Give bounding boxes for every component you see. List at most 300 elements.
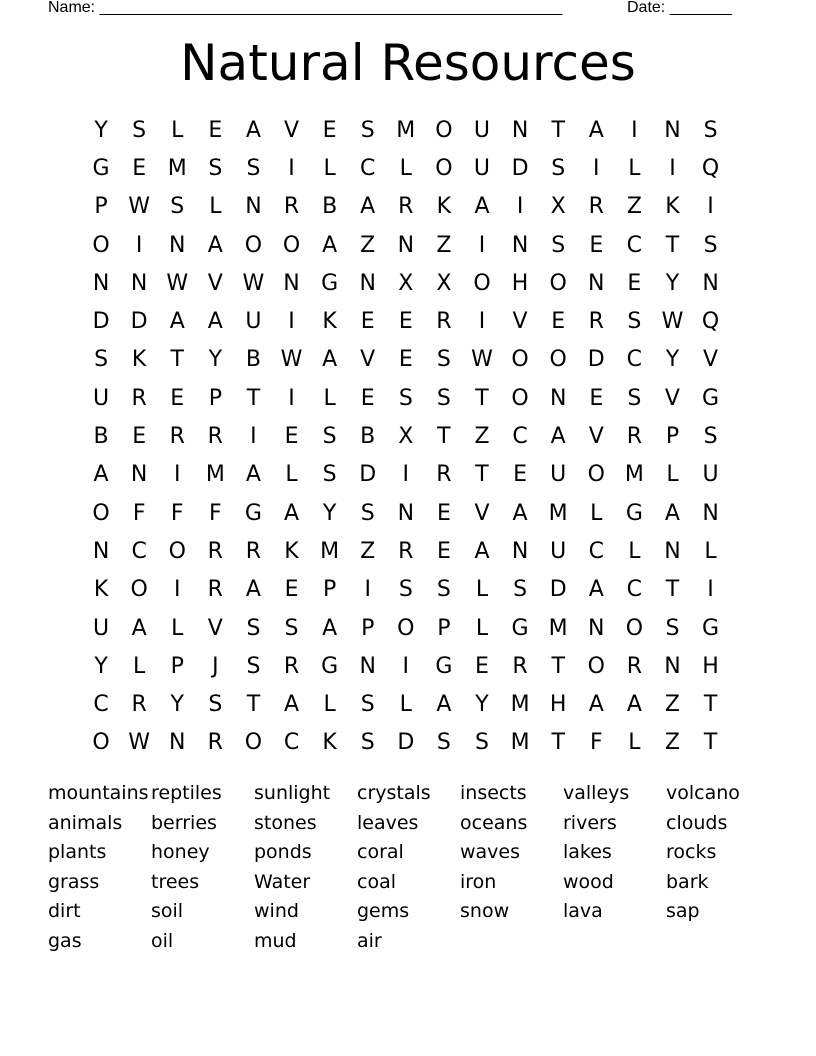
word-list-item: snow (460, 900, 510, 923)
grid-letter: P (208, 385, 222, 411)
grid-letter: D (549, 577, 567, 603)
grid-letter: E (208, 117, 223, 143)
grid-letter: M (396, 117, 416, 143)
grid-letter: S (703, 117, 718, 143)
grid-letter: H (511, 270, 529, 296)
grid-letter: Y (665, 270, 680, 296)
grid-letter: U (92, 615, 110, 641)
word-list-item: rivers (563, 811, 617, 834)
grid-letter: T (475, 462, 489, 488)
grid-letter: V (512, 309, 528, 335)
grid-letter: L (323, 155, 336, 181)
grid-letter: L (285, 462, 298, 488)
grid-letter: W (661, 309, 684, 335)
grid-letter: E (436, 500, 451, 526)
grid-letter: Y (665, 347, 680, 373)
grid-letter: X (398, 270, 414, 296)
grid-letter: Z (360, 538, 376, 564)
grid-letter: D (130, 309, 148, 335)
grid-letter: A (322, 232, 338, 258)
grid-letter: R (169, 424, 185, 450)
word-list (48, 779, 769, 957)
grid-letter: G (92, 155, 110, 181)
grid-letter: T (665, 232, 680, 258)
grid-letter: Z (664, 730, 680, 756)
grid-letter: R (398, 538, 414, 564)
grid-letter: A (322, 347, 338, 373)
grid-letter: T (437, 424, 451, 450)
word-list-item: stones (254, 811, 317, 834)
grid-letter: U (473, 155, 491, 181)
grid-letter: A (131, 615, 147, 641)
grid-letter: W (166, 270, 189, 296)
grid-letter: S (208, 692, 223, 718)
grid-letter: N (511, 538, 529, 564)
word-list-item: lava (563, 900, 603, 923)
grid-letter: G (244, 500, 262, 526)
grid-letter: R (283, 194, 300, 220)
grid-letter: B (245, 347, 261, 373)
grid-letter: E (398, 309, 413, 335)
grid-letter: X (398, 424, 414, 450)
grid-letter: L (590, 500, 603, 526)
grid-letter: D (397, 730, 415, 756)
word-list-item: gas (48, 929, 82, 952)
page-title: Natural Resources (180, 34, 636, 92)
grid-letter: S (170, 194, 185, 220)
grid-letter: K (436, 194, 452, 220)
grid-letter: N (397, 232, 415, 258)
grid-letter: N (511, 117, 529, 143)
grid-letter: C (283, 730, 300, 756)
grid-letter: O (549, 347, 567, 373)
word-list-item: leaves (357, 811, 419, 834)
grid-letter: L (171, 615, 184, 641)
grid-letter: T (665, 577, 680, 603)
grid-letter: R (207, 577, 223, 603)
grid-letter: E (475, 653, 489, 679)
grid-letter: E (513, 462, 528, 488)
grid-letter: I (173, 577, 181, 603)
grid-letter: G (321, 653, 339, 679)
grid-letter: S (284, 615, 299, 641)
grid-letter: E (627, 270, 642, 296)
grid-letter: N (283, 270, 300, 296)
grid-letter: R (398, 194, 414, 220)
grid-letter: T (551, 730, 565, 756)
grid-letter: S (132, 117, 147, 143)
grid-letter: W (242, 270, 265, 296)
grid-letter: A (588, 117, 604, 143)
word-list-item: soil (151, 900, 184, 923)
grid-letter: I (288, 155, 295, 181)
grid-letter: W (128, 730, 151, 756)
grid-letter: N (130, 462, 148, 488)
grid-letter: H (702, 653, 719, 679)
word-list-item: sunlight (254, 782, 331, 804)
grid-letter: O (92, 232, 110, 258)
word-list-item: ponds (254, 841, 312, 864)
grid-letter: A (474, 194, 490, 220)
grid-letter: R (207, 730, 223, 756)
word-list-item: air (357, 929, 382, 952)
grid-letter: M (510, 730, 530, 756)
grid-letter: A (169, 309, 185, 335)
grid-letter: O (244, 232, 263, 258)
word-list-item: bark (666, 870, 709, 893)
word-list-item: gems (357, 900, 410, 923)
grid-letter: B (93, 424, 109, 450)
word-list-item: wood (563, 870, 614, 893)
grid-letter: N (664, 538, 681, 564)
grid-letter: T (551, 653, 565, 679)
grid-letter: D (359, 462, 377, 488)
grid-letter: S (513, 577, 528, 603)
grid-letter: R (626, 653, 642, 679)
date-field: Date: _______ (627, 0, 732, 16)
grid-letter: M (167, 155, 187, 181)
grid-letter: N (702, 270, 719, 296)
grid-letter: R (245, 538, 262, 564)
grid-letter: O (397, 615, 415, 641)
grid-letter: S (360, 692, 375, 718)
grid-letter: V (360, 347, 376, 373)
grid-letter: G (321, 270, 339, 296)
grid-letter: S (436, 730, 451, 756)
letter-grid (82, 111, 730, 762)
grid-letter: B (322, 194, 338, 220)
grid-letter: Y (475, 692, 489, 718)
worksheet-header (48, 0, 748, 18)
grid-letter: L (704, 538, 717, 564)
grid-letter: C (512, 424, 528, 450)
grid-letter: L (133, 653, 146, 679)
grid-letter: E (398, 347, 413, 373)
grid-letter: N (511, 232, 529, 258)
grid-letter: O (625, 615, 644, 641)
grid-letter: L (628, 538, 641, 564)
grid-letter: Z (474, 424, 490, 450)
grid-letter: R (626, 424, 642, 450)
grid-letter: T (246, 385, 261, 411)
grid-letter: N (397, 500, 415, 526)
grid-letter: D (92, 309, 110, 335)
grid-letter: E (322, 117, 337, 143)
grid-letter: E (551, 309, 566, 335)
grid-letter: L (171, 117, 184, 143)
grid-letter: P (322, 577, 337, 603)
grid-letter: E (284, 424, 299, 450)
grid-letter: X (436, 270, 452, 296)
word-list-item: mud (254, 929, 297, 952)
grid-letter: S (665, 615, 680, 641)
grid-letter: Y (170, 692, 184, 718)
grid-letter: L (475, 615, 489, 641)
grid-letter: N (702, 500, 719, 526)
grid-letter: P (170, 653, 184, 679)
word-list-item: plants (48, 841, 107, 864)
word-list-item: volcano (666, 782, 740, 804)
grid-letter: Y (94, 117, 108, 143)
grid-letter: I (288, 385, 295, 411)
word-list-item: mountains (48, 782, 149, 804)
grid-letter: S (208, 155, 223, 181)
grid-letter: I (669, 155, 676, 181)
grid-letter: I (631, 117, 638, 143)
grid-letter: A (245, 462, 261, 488)
grid-letter: E (436, 538, 451, 564)
grid-letter: S (703, 232, 718, 258)
grid-letter: A (588, 692, 604, 718)
grid-letter: E (170, 385, 185, 411)
grid-letter: M (548, 500, 568, 526)
grid-letter: O (549, 270, 567, 296)
grid-letter: W (128, 194, 151, 220)
word-list-item: reptiles (151, 782, 222, 804)
grid-letter: I (478, 232, 486, 258)
grid-letter: V (474, 500, 490, 526)
grid-letter: L (323, 692, 336, 718)
grid-letter: Y (94, 653, 108, 679)
grid-letter: T (703, 730, 718, 756)
grid-letter: U (92, 385, 110, 411)
grid-letter: G (435, 653, 453, 679)
grid-letter: C (588, 538, 604, 564)
grid-letter: R (588, 309, 604, 335)
grid-letter: P (437, 615, 451, 641)
grid-letter: L (475, 577, 489, 603)
grid-letter: S (246, 155, 261, 181)
grid-letter: U (245, 309, 262, 335)
word-list-item: trees (151, 870, 200, 893)
grid-letter: V (703, 347, 719, 373)
grid-letter: O (130, 577, 148, 603)
grid-letter: S (246, 653, 261, 679)
grid-letter: S (360, 117, 375, 143)
grid-letter: I (707, 194, 714, 220)
grid-letter: W (280, 347, 303, 373)
grid-letter: K (322, 309, 337, 335)
word-list-item: animals (48, 811, 123, 834)
grid-letter: I (173, 462, 181, 488)
grid-letter: O (92, 730, 110, 756)
grid-letter: I (402, 653, 410, 679)
grid-letter: A (588, 577, 604, 603)
grid-letter: N (588, 270, 605, 296)
grid-letter: N (664, 653, 681, 679)
grid-letter: N (359, 270, 376, 296)
grid-letter: S (398, 577, 413, 603)
grid-letter: O (435, 117, 453, 143)
grid-letter: S (246, 615, 261, 641)
grid-letter: S (703, 424, 718, 450)
grid-letter: T (246, 692, 261, 718)
grid-letter: G (702, 615, 720, 641)
grid-letter: N (92, 270, 110, 296)
grid-letter: G (511, 615, 529, 641)
grid-letter: O (587, 653, 605, 679)
grid-letter: N (245, 194, 262, 220)
grid-letter: S (436, 385, 451, 411)
grid-letter: P (94, 194, 108, 220)
grid-letter: V (664, 385, 680, 411)
grid-letter: D (587, 347, 605, 373)
grid-letter: T (703, 692, 718, 718)
word-list-item: sap (666, 900, 700, 923)
grid-letter: C (360, 155, 376, 181)
grid-letter: I (288, 309, 295, 335)
grid-letter: B (360, 424, 376, 450)
grid-letter: S (436, 347, 451, 373)
grid-letter: I (707, 577, 714, 603)
grid-letter: N (588, 615, 605, 641)
grid-letter: E (589, 232, 604, 258)
grid-letter: I (402, 462, 410, 488)
grid-letter: H (549, 692, 567, 718)
grid-letter: A (436, 692, 452, 718)
grid-letter: N (169, 730, 186, 756)
word-list-item: berries (151, 811, 217, 834)
word-list-item: wind (254, 900, 299, 923)
grid-letter: F (132, 500, 146, 526)
grid-letter: C (131, 538, 147, 564)
grid-letter: S (436, 577, 451, 603)
grid-letter: G (702, 385, 720, 411)
grid-letter: K (665, 194, 680, 220)
grid-letter: L (666, 462, 679, 488)
grid-letter: R (436, 462, 452, 488)
word-list-item: oceans (460, 811, 528, 834)
grid-letter: C (93, 692, 109, 718)
grid-letter: L (399, 692, 412, 718)
grid-letter: W (471, 347, 493, 373)
grid-letter: A (474, 538, 490, 564)
word-list-item: lakes (563, 841, 612, 864)
grid-letter: N (549, 385, 567, 411)
grid-letter: N (130, 270, 148, 296)
grid-letter: N (169, 232, 186, 258)
grid-letter: S (398, 385, 413, 411)
grid-letter: E (132, 155, 147, 181)
grid-letter: S (360, 730, 375, 756)
grid-letter: L (628, 155, 641, 181)
grid-letter: I (135, 232, 143, 258)
grid-letter: Y (208, 347, 223, 373)
grid-letter: O (282, 232, 301, 258)
grid-letter: A (322, 615, 338, 641)
grid-letter: V (588, 424, 604, 450)
grid-letter: L (399, 155, 412, 181)
grid-letter: N (359, 653, 376, 679)
word-list-item: rocks (666, 841, 717, 864)
grid-letter: A (360, 194, 376, 220)
grid-letter: I (478, 309, 486, 335)
grid-letter: I (250, 424, 257, 450)
grid-letter: T (475, 385, 489, 411)
grid-letter: S (627, 309, 642, 335)
grid-letter: A (283, 692, 300, 718)
grid-letter: Z (664, 692, 680, 718)
grid-letter: O (435, 155, 453, 181)
grid-letter: A (207, 309, 223, 335)
grid-letter: N (92, 538, 110, 564)
grid-letter: C (626, 347, 643, 373)
grid-letter: M (320, 538, 340, 564)
grid-letter: R (436, 309, 452, 335)
grid-letter: E (284, 577, 299, 603)
grid-letter: D (511, 155, 529, 181)
grid-letter: S (322, 462, 337, 488)
grid-letter: R (131, 692, 147, 718)
word-list-item: iron (460, 870, 497, 893)
grid-letter: O (473, 270, 491, 296)
word-list-item: Water (254, 870, 311, 893)
word-list-item: clouds (666, 811, 728, 834)
grid-letter: S (551, 155, 566, 181)
grid-letter: C (626, 232, 643, 258)
grid-letter: R (512, 653, 528, 679)
grid-letter: F (209, 500, 222, 526)
grid-letter: A (512, 500, 528, 526)
grid-letter: R (588, 194, 604, 220)
grid-letter: U (702, 462, 719, 488)
grid-letter: O (511, 347, 529, 373)
grid-letter: O (244, 730, 263, 756)
grid-letter: U (550, 538, 567, 564)
grid-letter: V (283, 117, 300, 143)
grid-letter: T (170, 347, 184, 373)
grid-letter: U (473, 117, 491, 143)
grid-letter: R (207, 538, 223, 564)
grid-letter: A (283, 500, 300, 526)
grid-letter: I (593, 155, 600, 181)
grid-letter: V (207, 615, 223, 641)
grid-letter: A (245, 117, 261, 143)
grid-letter: I (516, 194, 524, 220)
word-list-item: coral (357, 841, 404, 864)
grid-letter: K (131, 347, 147, 373)
grid-letter: S (360, 500, 375, 526)
grid-letter: F (170, 500, 184, 526)
grid-letter: F (589, 730, 603, 756)
grid-letter: C (626, 577, 643, 603)
grid-letter: E (360, 309, 375, 335)
grid-letter: A (93, 462, 109, 488)
grid-letter: X (550, 194, 566, 220)
grid-letter: Z (626, 194, 642, 220)
word-list-item: grass (48, 870, 100, 893)
grid-letter: A (626, 692, 642, 718)
grid-letter: S (551, 232, 566, 258)
grid-letter: Z (436, 232, 452, 258)
grid-letter: E (589, 385, 604, 411)
grid-letter: S (94, 347, 109, 373)
grid-letter: M (510, 692, 530, 718)
grid-letter: M (548, 615, 568, 641)
grid-letter: E (360, 385, 375, 411)
grid-letter: R (283, 653, 300, 679)
grid-letter: U (550, 462, 567, 488)
grid-letter: Y (322, 500, 337, 526)
grid-letter: K (284, 538, 299, 564)
grid-letter: P (665, 424, 680, 450)
grid-letter: A (550, 424, 566, 450)
grid-letter: Q (701, 155, 720, 181)
word-list-item: insects (460, 782, 527, 804)
grid-letter: T (551, 117, 565, 143)
grid-letter: S (475, 730, 489, 756)
word-list-item: dirt (48, 900, 81, 923)
